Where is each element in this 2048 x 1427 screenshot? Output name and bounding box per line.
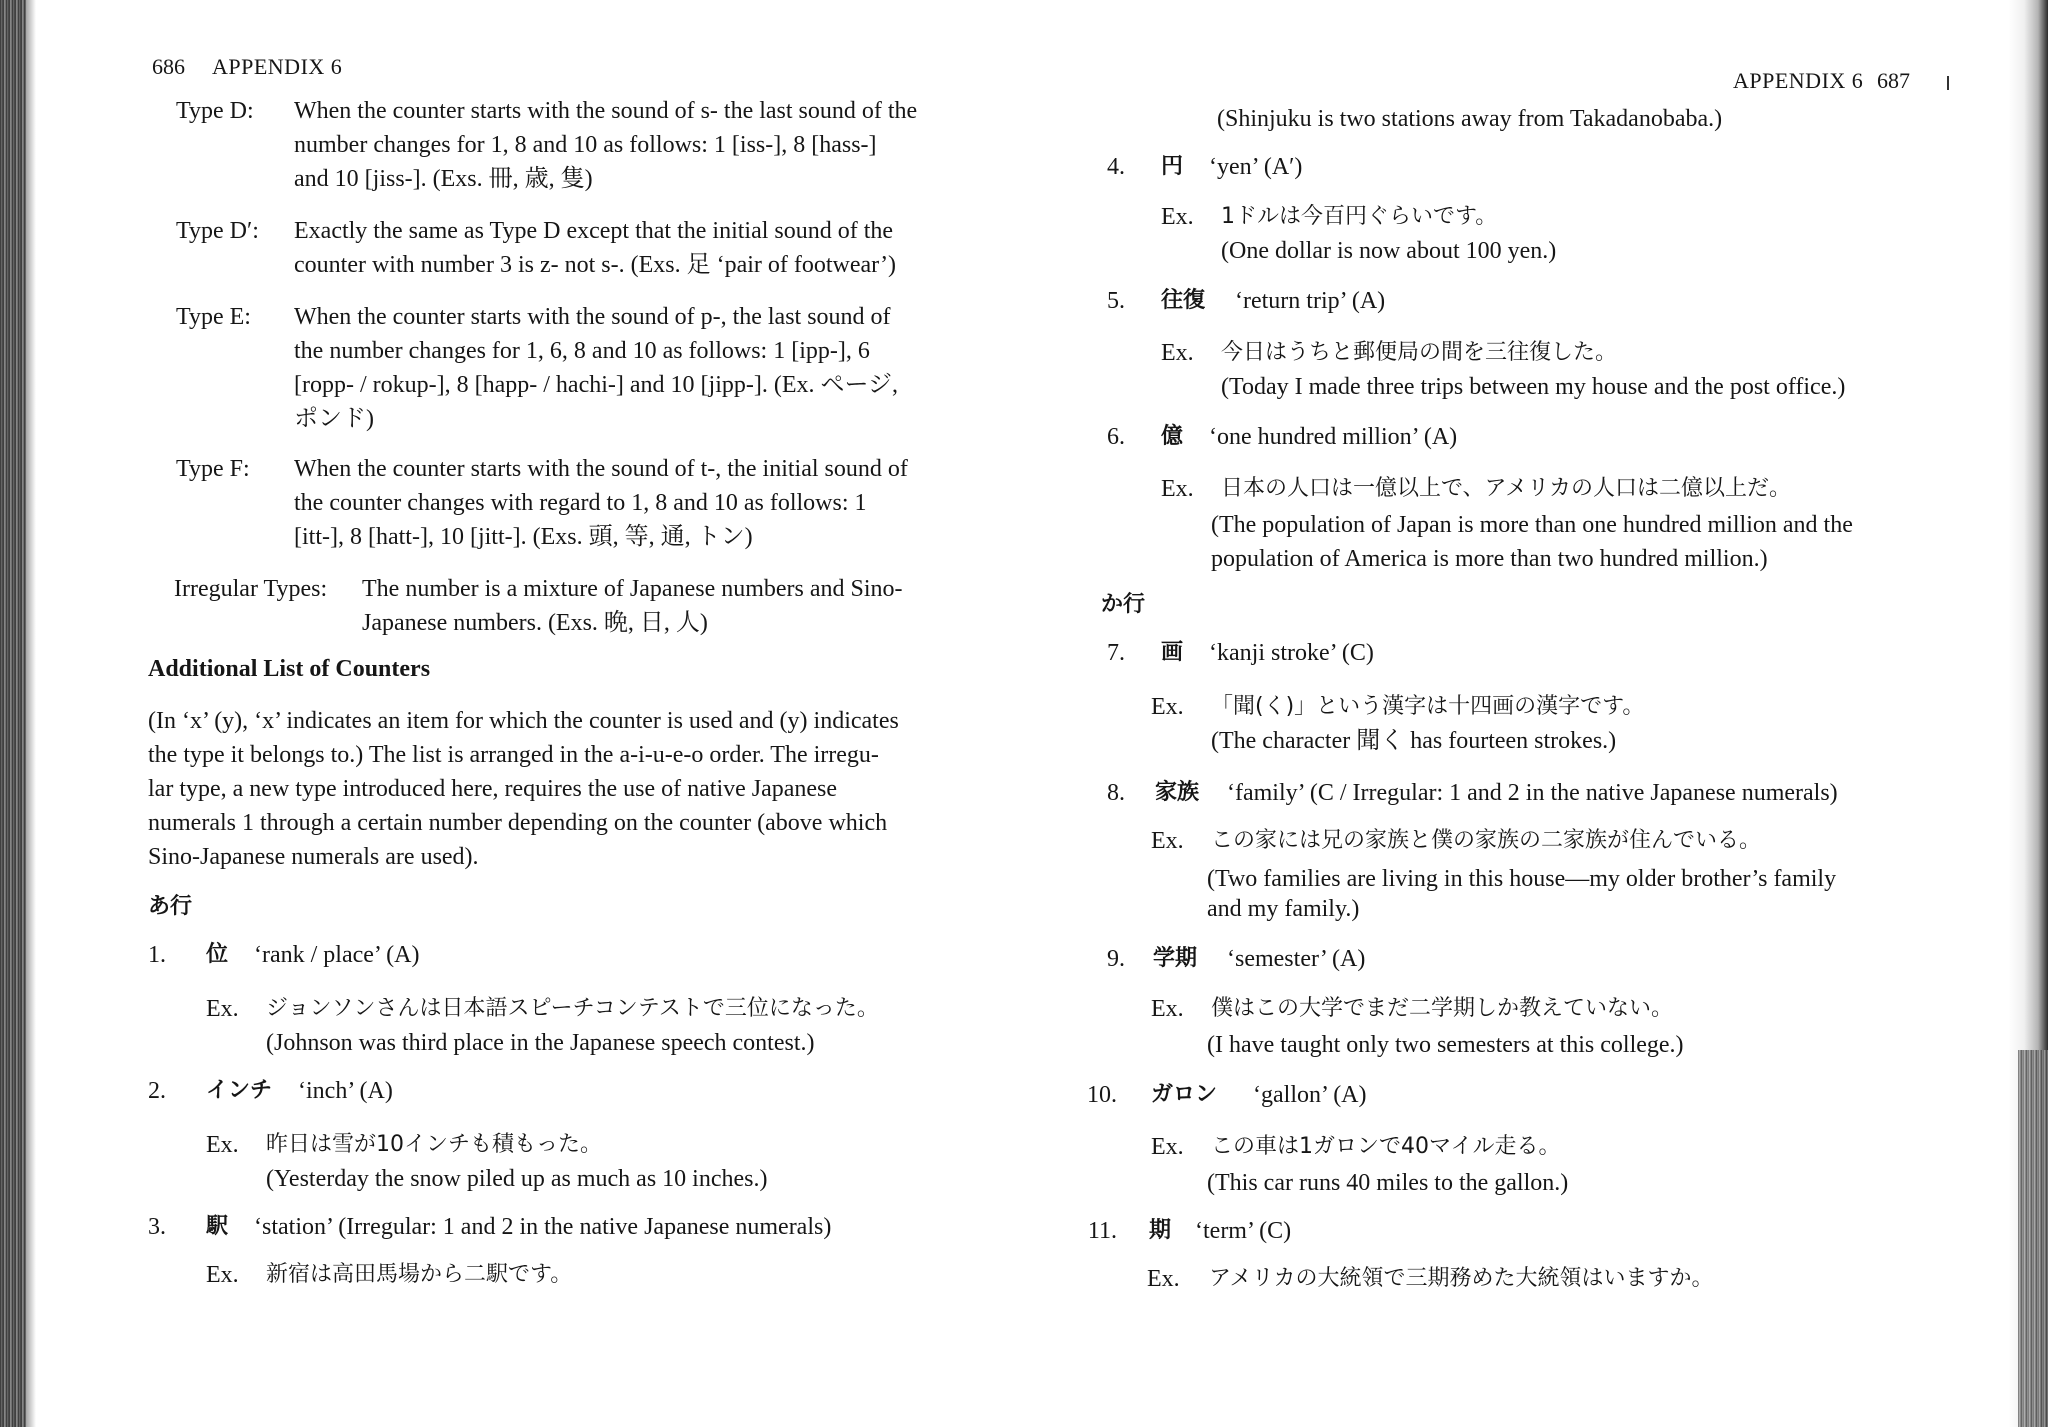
example-label: Ex. (206, 1262, 239, 1288)
type-label: Irregular Types: (174, 576, 328, 602)
entry-headword: ガロン (1151, 1082, 1218, 1107)
type-text-line: counter with number 3 is z- not s-. (Exs. 足 ‘pair of footwear’) (294, 252, 897, 278)
type-text-line: [ropp- / rokup-], 8 [happ- / hachi-] and 10 [jipp-]. (Ex. ページ, (294, 372, 899, 398)
type-text-line: [itt-], 8 [hatt-], 10 [jitt-]. (Exs. 頭, 等, 通, トン) (294, 524, 753, 550)
entry-gloss: ‘kanji stroke’ (C) (1209, 640, 1374, 666)
type-label: Type F: (176, 456, 250, 482)
intro-line: the type it belongs to.) The list is arranged in the a-i-u-e-o order. The irregu- (148, 742, 879, 768)
entry-headword: 家族 (1155, 780, 1200, 805)
example-english: (The population of Japan is more than one hundred million and the (1211, 512, 1853, 538)
intro-line: (In ‘x’ (y), ‘x’ indicates an item for which the counter is used and (y) indicates (148, 708, 899, 734)
example-japanese: 今日はうちと郵便局の間を三往復した。 (1221, 340, 1618, 365)
example-label: Ex. (1161, 340, 1194, 366)
page-number-left: 686 (152, 54, 185, 79)
type-label: Type E: (176, 304, 251, 330)
entry-gloss: ‘inch’ (A) (298, 1078, 393, 1104)
example-label: Ex. (1151, 694, 1184, 720)
type-label: Type D: (176, 98, 254, 124)
example-japanese: ジョンソンさんは日本語スピーチコンテストで三位になった。 (266, 996, 879, 1021)
entry-number: 10. (1087, 1082, 1117, 1108)
example-english: (Today I made three trips between my house and the post office.) (1221, 374, 1846, 400)
example-english: (Johnson was third place in the Japanese speech contest.) (266, 1030, 815, 1056)
intro-line: numerals 1 through a certain number depending on the counter (above which (148, 810, 888, 836)
type-text-line: the number changes for 1, 6, 8 and 10 as follows: 1 [ipp-], 6 (294, 338, 870, 364)
entry-gloss: ‘gallon’ (A) (1253, 1082, 1367, 1108)
example-label: Ex. (1151, 828, 1184, 854)
entry-gloss: ‘term’ (C) (1195, 1218, 1292, 1244)
entry-headword: 駅 (206, 1214, 229, 1239)
example-english: (This car runs 40 miles to the gallon.) (1207, 1170, 1569, 1196)
type-label: Type D′: (176, 218, 259, 244)
entry-gloss: ‘semester’ (A) (1227, 946, 1366, 972)
group-heading: あ行 (148, 894, 193, 919)
entry-headword: 期 (1149, 1218, 1172, 1243)
entry-gloss: ‘family’ (C / Irregular: 1 and 2 in the native Japanese numerals) (1227, 780, 1838, 806)
type-text-line: The number is a mixture of Japanese numbers and Sino- (362, 576, 903, 602)
page-number-right: 687 (1877, 68, 1910, 93)
entry-headword: 位 (206, 942, 229, 967)
running-head-right: APPENDIX 6 (1733, 68, 1864, 93)
example-label: Ex. (1147, 1266, 1180, 1292)
example-japanese: 昨日は雪が10インチも積もった。 (266, 1132, 602, 1157)
example-japanese: 日本の人口は一億以上で、アメリカの人口は二億以上だ。 (1221, 476, 1792, 501)
entry-headword: インチ (206, 1078, 273, 1103)
continued-line: (Shinjuku is two stations away from Takadanobaba.) (1217, 106, 1723, 132)
example-japanese: 1ドルは今百円ぐらいです。 (1221, 204, 1498, 229)
type-text-line: When the counter starts with the sound of t-, the initial sound of (294, 456, 908, 482)
example-label: Ex. (1151, 1134, 1184, 1160)
entry-number: 7. (1107, 640, 1125, 666)
example-japanese: 「聞(く)」という漢字は十四画の漢字です。 (1211, 694, 1645, 719)
example-japanese: 僕はこの大学でまだ二学期しか教えていない。 (1211, 996, 1674, 1021)
right-page (1085, 0, 1935, 1427)
example-japanese: アメリカの大統領で三期務めた大統領はいますか。 (1209, 1266, 1714, 1291)
example-english: (Two families are living in this house—my older brother’s family (1207, 866, 1837, 892)
example-english: (The character 聞く has fourteen strokes.) (1211, 728, 1617, 754)
section-title: Additional List of Counters (148, 656, 431, 682)
group-heading: か行 (1101, 592, 1146, 617)
entry-gloss: ‘yen’ (A′) (1209, 154, 1303, 180)
entry-gloss: ‘one hundred million’ (A) (1209, 424, 1458, 450)
page-edge-stripes (2018, 1050, 2048, 1427)
entry-gloss: ‘rank / place’ (A) (254, 942, 420, 968)
type-text-line: Japanese numbers. (Exs. 晩, 日, 人) (362, 610, 708, 636)
entry-number: 3. (148, 1214, 166, 1240)
book-spine-shadow (0, 0, 26, 1427)
entry-number: 11. (1087, 1218, 1117, 1244)
entry-number: 9. (1107, 946, 1125, 972)
entry-number: 8. (1107, 780, 1125, 806)
entry-headword: 画 (1161, 640, 1184, 665)
intro-line: lar type, a new type introduced here, requires the use of native Japanese (148, 776, 838, 802)
entry-number: 1. (148, 942, 166, 968)
type-text-line: and 10 [jiss-]. (Exs. 冊, 歳, 隻) (294, 166, 593, 192)
example-english: and my family.) (1207, 896, 1360, 922)
type-text-line: the counter changes with regard to 1, 8 and 10 as follows: 1 (294, 490, 867, 516)
example-japanese: 新宿は高田馬場から二駅です。 (266, 1262, 573, 1287)
margin-mark (1947, 76, 1949, 90)
example-english: (Yesterday the snow piled up as much as 10 inches.) (266, 1166, 768, 1192)
entry-headword: 往復 (1161, 288, 1206, 313)
running-head-left: APPENDIX 6 (212, 54, 343, 79)
example-label: Ex. (1161, 204, 1194, 230)
type-text-line: ポンド) (294, 406, 374, 432)
left-page (140, 0, 960, 1427)
example-label: Ex. (1151, 996, 1184, 1022)
entry-gloss: ‘station’ (Irregular: 1 and 2 in the native Japanese numerals) (254, 1214, 832, 1240)
type-text-line: Exactly the same as Type D except that the initial sound of the (294, 218, 894, 244)
example-label: Ex. (206, 996, 239, 1022)
entry-number: 6. (1107, 424, 1125, 450)
example-english: (One dollar is now about 100 yen.) (1221, 238, 1557, 264)
entry-headword: 学期 (1153, 946, 1198, 971)
example-label: Ex. (1161, 476, 1194, 502)
entry-headword: 円 (1161, 154, 1184, 179)
entry-number: 2. (148, 1078, 166, 1104)
type-text-line: number changes for 1, 8 and 10 as follows: 1 [iss-], 8 [hass-] (294, 132, 877, 158)
example-english: (I have taught only two semesters at this college.) (1207, 1032, 1684, 1058)
example-label: Ex. (206, 1132, 239, 1158)
entry-number: 5. (1107, 288, 1125, 314)
intro-line: Sino-Japanese numerals are used). (148, 844, 479, 870)
entry-number: 4. (1107, 154, 1125, 180)
type-text-line: When the counter starts with the sound of s- the last sound of the (294, 98, 918, 124)
type-text-line: When the counter starts with the sound of p-, the last sound of (294, 304, 891, 330)
entry-headword: 億 (1161, 424, 1184, 449)
example-japanese: この家には兄の家族と僕の家族の二家族が住んでいる。 (1211, 828, 1762, 853)
entry-gloss: ‘return trip’ (A) (1235, 288, 1386, 314)
example-japanese: この車は1ガロンで40マイル走る。 (1211, 1134, 1561, 1159)
example-english: population of America is more than two hundred million.) (1211, 546, 1768, 572)
